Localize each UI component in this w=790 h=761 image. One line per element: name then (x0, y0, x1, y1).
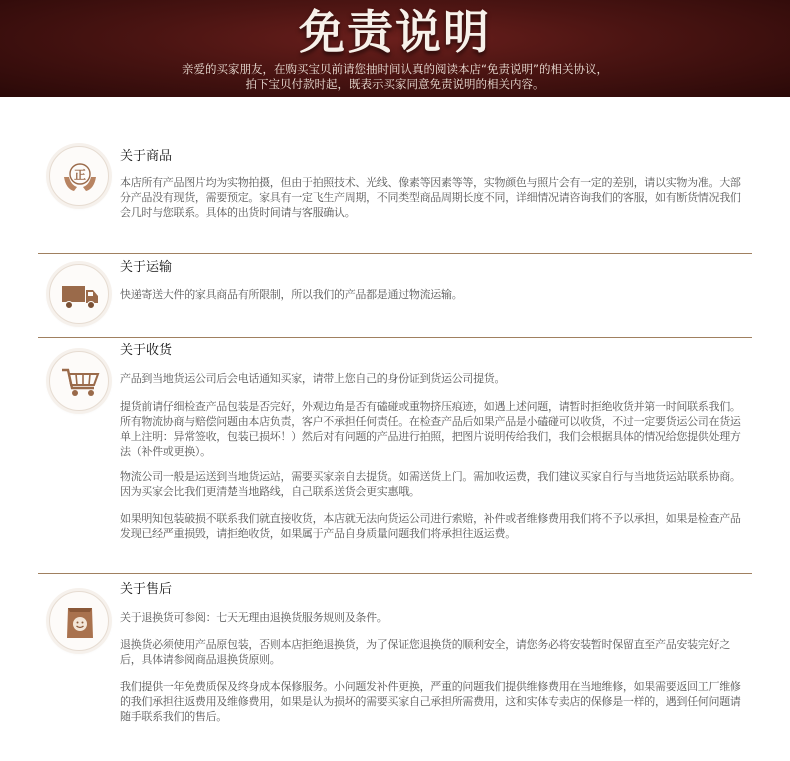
zheng-hands-icon (60, 157, 100, 197)
shopping-cart-icon (60, 362, 100, 402)
section-paragraph: 本店所有产品图片均为实物拍摄，但由于拍照技术、光线、像素等因素等等，实物颜色与照片会有一定的差别，请以实物为准。大部分产品没有现货，需要预定。家具有一定飞生产周期，不同类型商品周期长度不同，详细情况请咨询我们的客服，如有断货情况我们会几时与您联系。具体的出货时间请与客服确认。 (120, 176, 741, 219)
section-after-sales (38, 574, 752, 754)
section-title: 关于收货 (120, 343, 173, 358)
product-icon-circle (49, 146, 109, 206)
shipping-icon-circle (49, 264, 109, 324)
section-paragraph: 快递寄送大件的家具商品有所限制，所以我们的产品都是通过物流运输。 (120, 288, 463, 301)
section-title: 关于运输 (120, 260, 173, 275)
header-subtitle (0, 62, 790, 92)
section-shipping (38, 254, 752, 336)
receiving-icon-circle (49, 351, 109, 411)
truck-icon (60, 275, 100, 315)
section-paragraph: 物流公司一般是运送到当地货运站，需要买家亲自去提货。如需送货上门。需加收运费，我们建议买家自行与当地货运站联系协商。因为买家会比我们更清楚当地路线，自己联系送货会更实惠哦。 (120, 470, 741, 498)
section-paragraph: 提货前请仔细检查产品包装是否完好，外观边角是否有磕碰或重物挤压痕迹，如遇上述问题，请暂时拒绝收货并第一时间联系我们。所有物流协商与赔偿问题由本店负责，客户不承担任何责任。在检查产品后如果产品是小磕碰可以收货，不过一定要货运公司在货运单上注明：异常签收，包装已损坏！）然后对有问题的产品进行拍照，把图片说明传给我们，我们会根据具体的情况给您提供处理方法（补件或更换）。 (120, 400, 741, 458)
svg-text:正: 正 (73, 168, 87, 182)
section-title: 关于售后 (120, 582, 173, 597)
subtitle-line-1: 亲爱的买家朋友，在购买宝贝前请您抽时间认真的阅读本店“免责说明”的相关协议， (182, 62, 608, 76)
section-title: 关于商品 (120, 149, 173, 164)
return-box-icon (60, 602, 100, 642)
section-paragraph: 如果明知包装破损不联系我们就直接收货，本店就无法向货运公司进行索赔，补件或者维修费用我们将不予以承担，如果是检查产品发现已经严重损毁，请拒绝收货，如果属于产品自身质量问题我们将承担往返运费。 (120, 512, 741, 540)
subtitle-line-2: 拍下宝贝付款时起，既表示买家同意免责说明的相关内容。 (245, 77, 545, 91)
section-paragraph: 退换货必须使用产品原包装，否则本店拒绝退换货，为了保证您退换货的顺利安全，请您务必将安装暂时保留直至产品安装完好之后，具体请参阅商品退换货原则。 (120, 638, 730, 666)
section-product (38, 140, 752, 250)
section-paragraph: 我们提供一年免费质保及终身成本保修服务。小问题发补件更换，严重的问题我们提供维修费用在当地维修，如果需要返回工厂维修的我们承担往返费用及维修费用，如果是认为损坏的需要买家自己承担所需费用，这和实体专卖店的保修是一样的，遇到任何问题请随手联系我们的售后。 (120, 680, 741, 723)
after-sales-icon-circle (49, 591, 109, 651)
section-paragraph: 产品到当地货运公司后会电话通知买家，请带上您自己的身份证到货运公司提货。 (120, 372, 506, 385)
section-receiving (38, 338, 752, 570)
section-paragraph: 关于退换货可参阅：七天无理由退换货服务规则及条件。 (120, 611, 388, 624)
page-title: 免责说明 (299, 5, 491, 59)
header-banner (0, 0, 790, 97)
